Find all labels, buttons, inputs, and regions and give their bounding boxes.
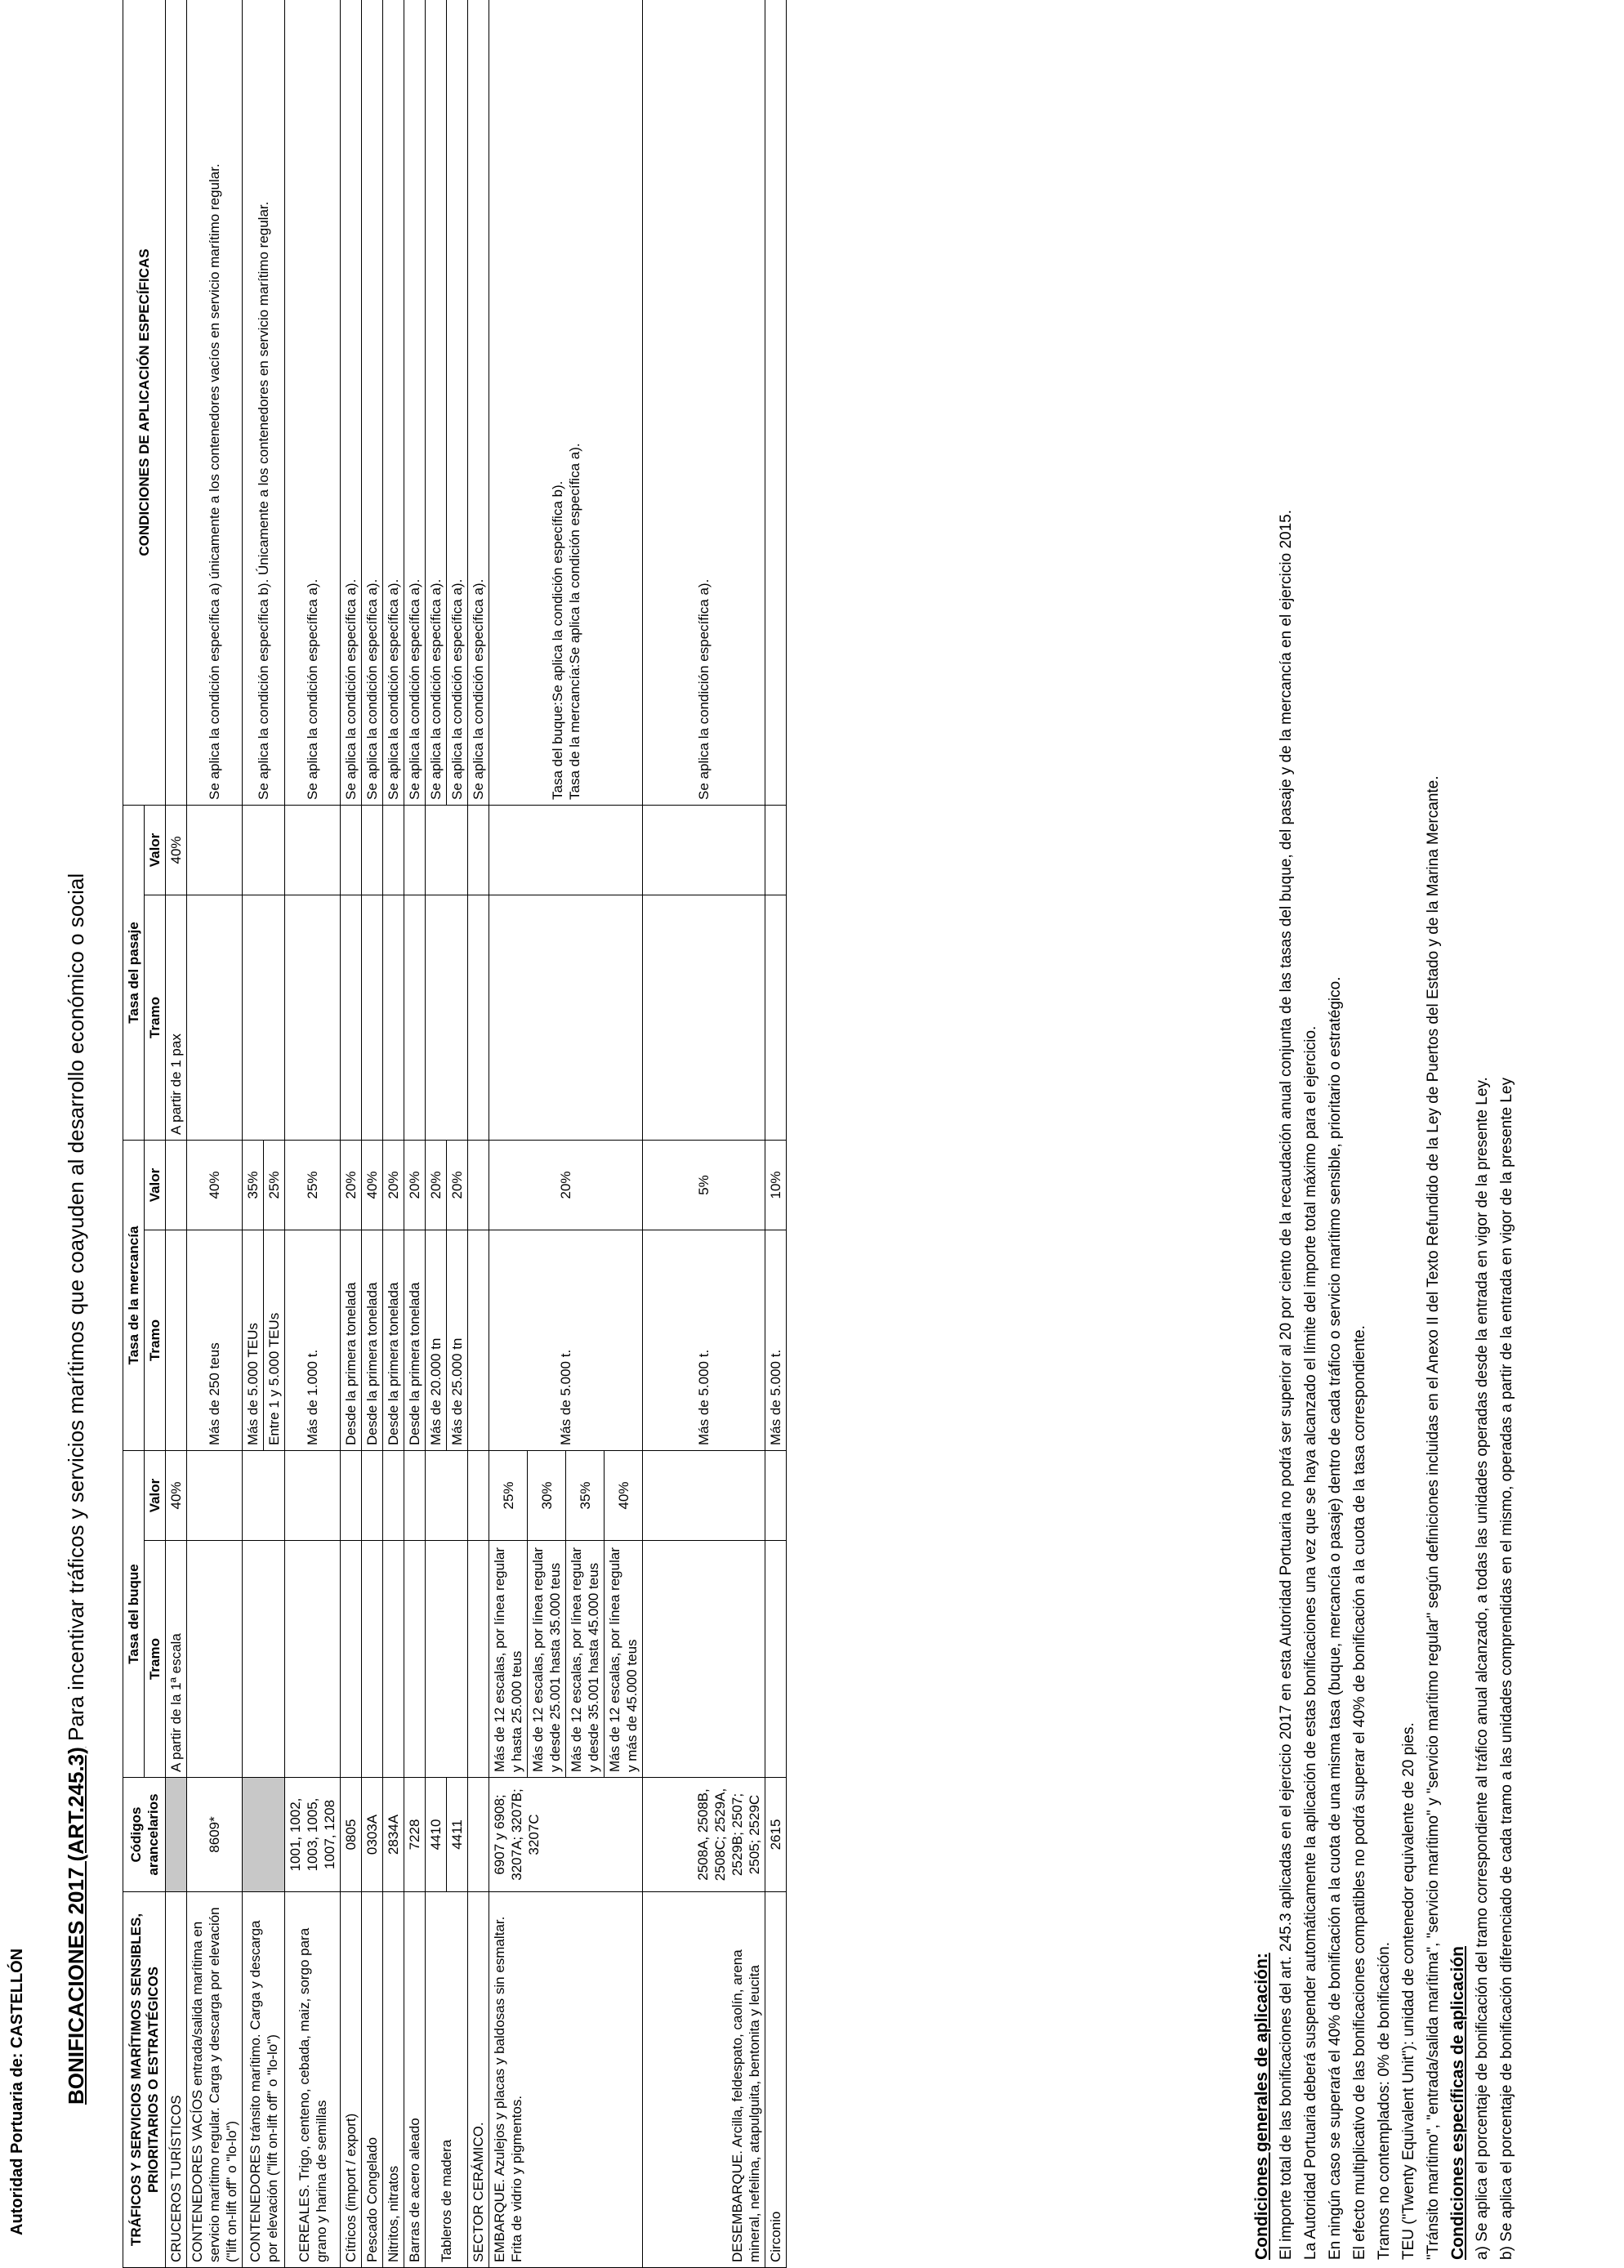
col-buque-valor: Valor xyxy=(145,1451,166,1541)
row-cond: Se aplica la condición específica a). xyxy=(426,0,447,805)
title-rest: Para incentivar tráficos y servicios marítimos que coayuden al desarrollo económico o social xyxy=(64,873,88,1748)
row-code: 0805 xyxy=(341,1778,362,1892)
row-cond: Se aplica la condición específica a). xyxy=(447,0,468,805)
table-row xyxy=(383,0,404,2268)
table-row xyxy=(187,0,243,2268)
table-row xyxy=(489,0,528,2268)
col-condiciones: CONDICIONES DE APLICACIÓN ESPECÍFICAS xyxy=(123,0,166,805)
table-row xyxy=(166,0,187,2268)
general-heading: Condiciones generales de aplicación: xyxy=(1252,1953,1271,2260)
row-cond: Se aplica la condición específica a). xyxy=(285,0,341,805)
row-name: Circonio xyxy=(765,1892,787,2268)
table-row xyxy=(362,0,383,2268)
col-buque-tramo: Tramo xyxy=(145,1541,166,1778)
col-codigos: Códigos arancelarios xyxy=(123,1778,166,1892)
table-row xyxy=(404,0,426,2268)
row-name: DESEMBARQUE. Arcilla, feldespato, caolín, arena mineral, nefelina, atapulguita, bentonita y leucita xyxy=(643,1892,765,2268)
row-cond: Se aplica la condición específica a) únicamente a los contenedores vacíos en servicio marítimo regular. xyxy=(187,0,243,805)
row-buque-valor: 40% xyxy=(166,1451,187,1541)
row-name: CEREALES. Trigo, centeno, cebada, maiz, sorgo para grano y harina de semillas xyxy=(285,1892,341,2268)
row-cond xyxy=(166,0,187,805)
row-buque-valor: 25% xyxy=(489,1451,528,1541)
table-row xyxy=(243,0,264,2268)
table-row xyxy=(285,0,341,2268)
row-merc-tramo: Más de 250 teus xyxy=(187,1230,243,1451)
row-buque-tramo: Más de 12 escalas, por línea regular y desde 25.001 hasta 35.000 teus xyxy=(528,1541,566,1778)
col-traficos: TRÁFICOS Y SERVICIOS MARÍTIMOS SENSIBLES, PRIORITARIOS O ESTRATÉGICOS xyxy=(123,1892,166,2268)
row-merc-tramo: Más de 25.000 tn xyxy=(447,1230,468,1451)
col-mercancia: Tasa de la mercancía xyxy=(123,1140,145,1450)
row-cond: Se aplica la condición específica a). xyxy=(468,0,489,805)
row-code: 8609* xyxy=(187,1778,243,1892)
row-buque-tramo: Más de 12 escalas, por línea regular y más de 45.000 teus xyxy=(605,1541,643,1778)
row-merc-tramo: Más de 5.000 TEUs xyxy=(243,1230,264,1451)
row-merc-tramo: Más de 1.000 t. xyxy=(285,1230,341,1451)
row-code: 2508A, 2508B, 2508C; 2529A, 2529B; 2507; 2505; 2529C xyxy=(643,1778,765,1892)
row-name: Tableros de madera xyxy=(426,1892,468,2268)
row-code xyxy=(243,1778,285,1892)
specific-heading: Condiciones específicas de aplicación xyxy=(1448,1946,1467,2260)
row-merc-tramo: Más de 5.000 t. xyxy=(765,1230,787,1451)
row-merc-valor: 40% xyxy=(187,1140,243,1230)
table-row xyxy=(643,0,765,2268)
row-merc-valor: 40% xyxy=(362,1140,383,1230)
specific-line: b) Se aplica el porcentaje de bonificación diferenciado de cada tramo a las unidades comprendidas en el mismo, operadas a partir de la entrada en vigor de la presente Ley xyxy=(1498,1078,1515,2260)
col-pax-tramo: Tramo xyxy=(145,895,166,1140)
row-name: CRUCEROS TURÍSTICOS xyxy=(166,1892,187,2268)
row-merc-tramo: Más de 5.000 t. xyxy=(489,1230,643,1451)
row-merc-tramo: Más de 20.000 tn xyxy=(426,1230,447,1451)
row-name: Cítricos (import / export) xyxy=(341,1892,362,2268)
note-line: El efecto multiplicativo de las bonificaciones compatibles no podrá superar el 40% de bonificación a la cuota de la tasa correspondiente. xyxy=(1351,1325,1368,2260)
authority-header: Autoridad Portuaria de: CASTELLÓN xyxy=(8,1948,26,2235)
note-line: Tramos no contemplados: 0% de bonificación. xyxy=(1376,1941,1393,2260)
row-code: 4411 xyxy=(447,1778,468,1892)
row-merc-valor: 20% xyxy=(383,1140,404,1230)
row-code: 1001, 1002, 1003, 1005, 1007, 1208 xyxy=(285,1778,341,1892)
table-row xyxy=(468,0,489,2268)
row-name: EMBARQUE. Azulejos y placas y baldosas sin esmaltar. Frita de vidrio y pigmentos. xyxy=(489,1892,643,2268)
row-cond: Se aplica la condición específica a). xyxy=(341,0,362,805)
row-pax-tramo: A partir de 1 pax xyxy=(166,895,187,1140)
row-code: 2834A xyxy=(383,1778,404,1892)
table-row xyxy=(426,0,447,2268)
row-name: CONTENEDORES VACÍOS entrada/salida marítima en servicio marítimo regular. Carga y descarga por elevación ("lift on-lift off" o "lo-lo") xyxy=(187,1892,243,2268)
page-title xyxy=(64,873,89,2105)
col-merc-valor: Valor xyxy=(145,1140,166,1230)
row-name: Pescado Congelado xyxy=(362,1892,383,2268)
table-row xyxy=(341,0,362,2268)
row-merc-valor: 20% xyxy=(404,1140,426,1230)
row-merc-valor: 20% xyxy=(341,1140,362,1230)
row-buque-valor: 30% xyxy=(528,1451,566,1541)
row-merc-tramo: Desde la primera tonelada xyxy=(383,1230,404,1451)
row-cond: Se aplica la condición específica a). xyxy=(383,0,404,805)
row-buque-valor: 40% xyxy=(605,1451,643,1541)
row-code: 0303A xyxy=(362,1778,383,1892)
row-merc-valor: 20% xyxy=(426,1140,447,1230)
row-merc-valor: 25% xyxy=(264,1140,285,1230)
row-cond xyxy=(489,0,643,805)
col-buque: Tasa del buque xyxy=(123,1451,145,1778)
note-line: "Tránsito marítimo", "entrada/salida marítima", "servicio marítimo" y "servicio marítimo regular" según definiciones incluidas en el Anexo II del Texto Refundido de la Ley de Puertos del Estado y de la Marina Mercante. xyxy=(1425,775,1442,2260)
note-line: La Autoridad Portuaria deberá suspender automáticamente la aplicación de estas bonificaciones una vez que se haya alcanzado el límite del importe total máximo para el ejercicio. xyxy=(1302,1025,1319,2260)
row-name: CONTENEDORES tránsito marítimo. Carga y descarga por elevación ("lift on-lift off" o "lo-lo") xyxy=(243,1892,285,2268)
col-pax-valor: Valor xyxy=(145,805,166,895)
row-name: SECTOR CERÁMICO. xyxy=(468,1892,489,2268)
notes-section xyxy=(1250,21,1519,2260)
row-merc-valor: 20% xyxy=(489,1140,643,1230)
row-buque-valor: 35% xyxy=(566,1451,605,1541)
row-pax-valor: 40% xyxy=(166,805,187,895)
row-code: 2615 xyxy=(765,1778,787,1892)
row-merc-tramo: Entre 1 y 5.000 TEUs xyxy=(264,1230,285,1451)
row-name: Nitritos, nitratos xyxy=(383,1892,404,2268)
row-merc-valor: 20% xyxy=(447,1140,468,1230)
col-merc-tramo: Tramo xyxy=(145,1230,166,1451)
specific-line: a) Se aplica el porcentaje de bonificación del tramo correspondiente al tráfico anual alcanzado, a todas las unidades operadas desde la entrada en vigor de la presente Ley. xyxy=(1474,1077,1491,2260)
row-merc-tramo: Desde la primera tonelada xyxy=(341,1230,362,1451)
table-row xyxy=(765,0,787,2268)
row-buque-tramo: Más de 12 escalas, por línea regular y desde 35.001 hasta 45.000 teus xyxy=(566,1541,605,1778)
row-code: 7228 xyxy=(404,1778,426,1892)
col-pasaje: Tasa del pasaje xyxy=(123,805,145,1140)
row-cond: Se aplica la condición específica a). xyxy=(404,0,426,805)
row-merc-valor xyxy=(166,1140,187,1230)
row-merc-valor: 25% xyxy=(285,1140,341,1230)
row-cond: Se aplica la condición específica b). Únicamente a los contenedores en servicio marítimo regular. xyxy=(243,0,285,805)
row-buque-tramo: Más de 12 escalas, por línea regular y hasta 25.000 teus xyxy=(489,1541,528,1778)
row-name: Barras de acero aleado xyxy=(404,1892,426,2268)
row-code: 4410 xyxy=(426,1778,447,1892)
row-merc-tramo: Más de 5.000 t. xyxy=(643,1230,765,1451)
title-main: BONIFICACIONES 2017 (ART.245.3) xyxy=(64,1747,88,2105)
note-line: En ningún caso se superará el 40% de bonificación a la cuota de una misma tasa (buque, mercancía o pasaje) dentro de cada tráfico o servicio marítimo sensible, prioritario o estratégico. xyxy=(1327,976,1344,2260)
cond-buque: Tasa del buque:Se aplica la condición específica b). xyxy=(549,480,565,800)
note-line: TEU ("Twenty Equivalent Unit"): unidad de contenedor equivalente de 20 pies. xyxy=(1400,1722,1417,2260)
row-merc-valor: 35% xyxy=(243,1140,264,1230)
row-merc-tramo: Desde la primera tonelada xyxy=(362,1230,383,1451)
note-line: El importe total de las bonificaciones del art. 245.3 aplicadas en el ejercicio 2017 en esta Autoridad Portuaria no podrá ser superior al 20 por ciento de la recaudación anual conjunta de las tasas del buque, del pasaje y de la mercancía en el ejercicio 2015. xyxy=(1278,509,1295,2260)
row-cond: Se aplica la condición específica a). xyxy=(362,0,383,805)
row-code: 6907 y 6908; 3207A; 3207B; 3207C xyxy=(489,1778,643,1892)
row-cond: Se aplica la condición específica a). xyxy=(643,0,765,805)
bonificaciones-table xyxy=(123,0,787,2268)
row-code xyxy=(166,1778,187,1892)
cond-mercancia: Tasa de la mercancía:Se aplica la condición específica a). xyxy=(566,443,582,800)
row-buque-tramo: A partir de la 1ª escala xyxy=(166,1541,187,1778)
row-merc-tramo: Desde la primera tonelada xyxy=(404,1230,426,1451)
row-merc-valor: 10% xyxy=(765,1140,787,1230)
row-merc-valor: 5% xyxy=(643,1140,765,1230)
row-merc-tramo xyxy=(166,1230,187,1451)
